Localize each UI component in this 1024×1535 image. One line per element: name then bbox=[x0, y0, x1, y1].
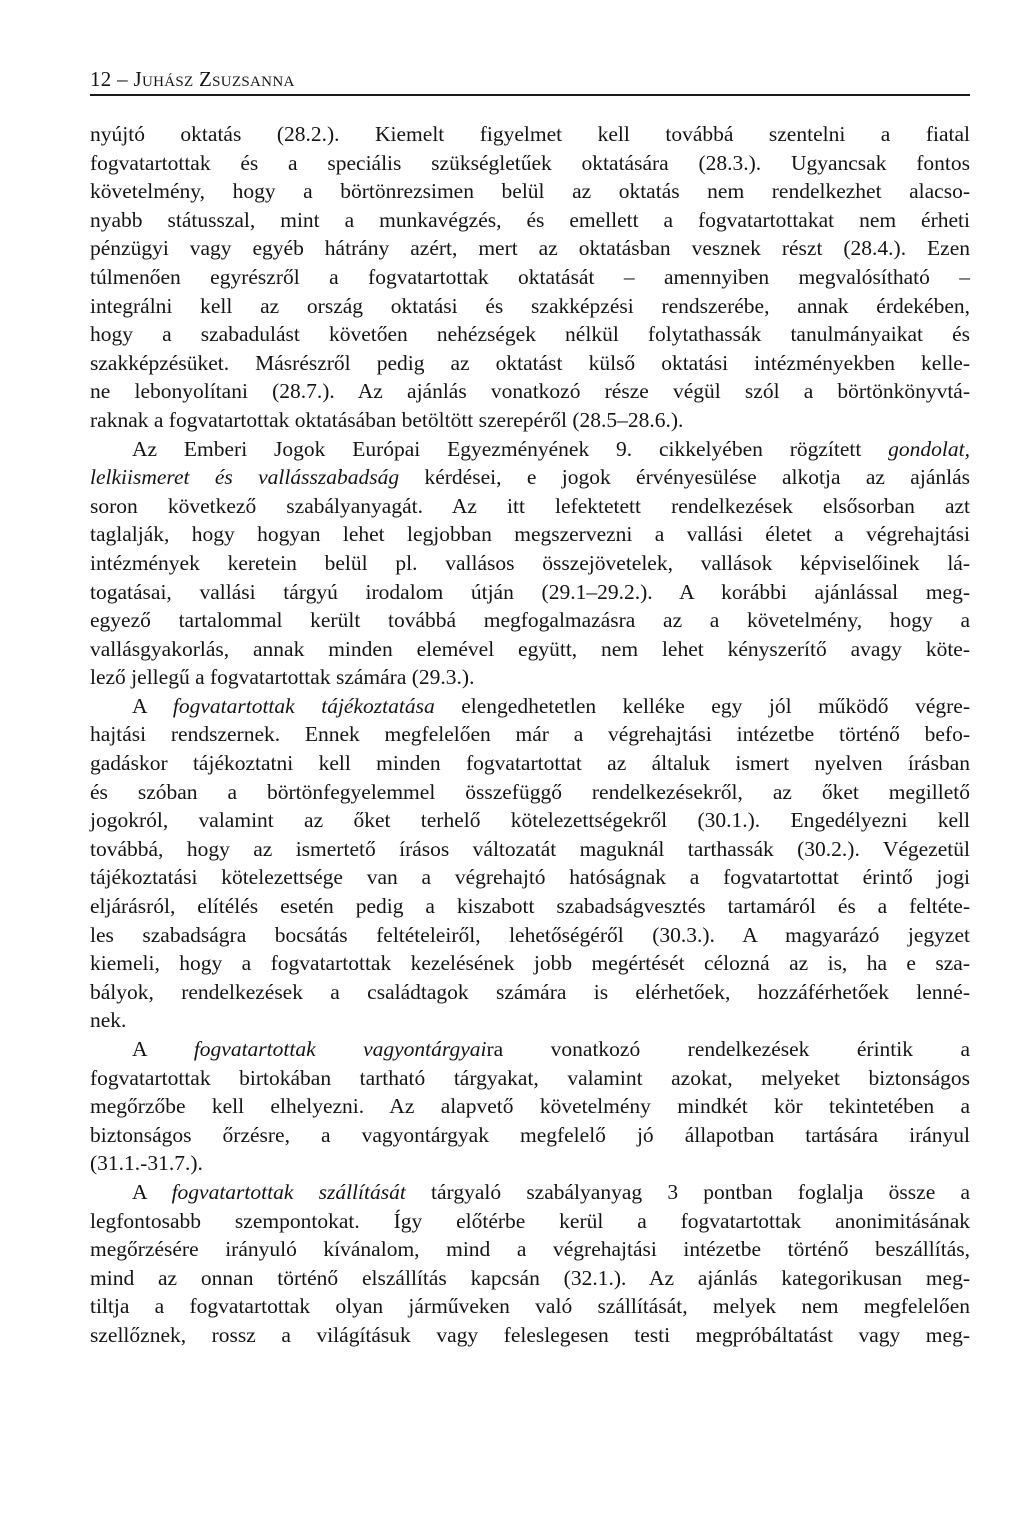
text-run: A bbox=[132, 1179, 172, 1204]
text-line bbox=[90, 520, 970, 549]
text-run: túlmenően egyrészről a fogvatartottak oktatását – amennyiben megvalósítható – bbox=[90, 264, 970, 289]
text-run: legfontosabb szempontokat. Így előtérbe kerül a fogvatartottak anonimitásának bbox=[90, 1208, 970, 1233]
text-line bbox=[90, 377, 970, 406]
text-line bbox=[90, 149, 970, 178]
text-run: mind az onnan történő elszállítás kapcsán (32.1.). Az ajánlás kategorikusan meg- bbox=[90, 1265, 970, 1290]
body-text bbox=[90, 120, 970, 1350]
text-line bbox=[90, 263, 970, 292]
text-line bbox=[90, 1035, 970, 1064]
text-run: fogvatartottak birtokában tartható tárgyakat, valamint azokat, melyeket biztonságos bbox=[90, 1065, 970, 1090]
text-run: továbbá, hogy az ismertető írásos változatát maguknál tarthassák (30.2.). Végezetül bbox=[90, 836, 970, 861]
paragraph bbox=[90, 1178, 970, 1350]
italic-term: fogvatartottak vagyontárgyai bbox=[193, 1037, 487, 1061]
text-run: (31.1.-31.7.). bbox=[90, 1151, 203, 1176]
running-header-author: Juhász Zsuzsanna bbox=[133, 67, 295, 91]
text-run: bályok, rendelkezések a családtagok számára is elérhetőek, hozzáférhetőek lenné- bbox=[90, 979, 970, 1004]
text-line bbox=[90, 1321, 970, 1350]
text-run: tárgyaló szabályanyag 3 pontban foglalja össze a bbox=[405, 1179, 970, 1204]
text-line bbox=[90, 349, 970, 378]
text-run: megőrzésére irányuló kívánalom, mind a végrehajtási intézetbe történő beszállítás, bbox=[90, 1237, 970, 1262]
text-line bbox=[90, 492, 970, 521]
text-line bbox=[90, 692, 970, 721]
text-run: lező jellegű a fogvatartottak számára (29.3.). bbox=[90, 665, 475, 690]
paragraph bbox=[90, 1035, 970, 1178]
text-run: gadáskor tájékoztatni kell minden fogvatartottat az általuk ismert nyelven írásban bbox=[90, 751, 970, 776]
text-run: nek. bbox=[90, 1008, 127, 1033]
text-line bbox=[90, 606, 970, 635]
text-line bbox=[90, 835, 970, 864]
text-run: tiltja a fogvatartottak olyan járműveken való szállítását, melyek nem megfelelően bbox=[90, 1294, 970, 1319]
text-run: A bbox=[132, 693, 173, 718]
text-line bbox=[90, 1006, 970, 1035]
text-run: megőrzőbe kell elhelyezni. Az alapvető követelmény mindkét kör tekintetében a bbox=[90, 1094, 970, 1119]
text-line bbox=[90, 1064, 970, 1093]
text-run: taglalják, hogy hogyan lehet legjobban megszervezni a vallási életet a végrehajtási bbox=[90, 522, 970, 547]
text-run: követelmény, hogy a börtönrezsimen belül az oktatás nem rendelkezhet alacso- bbox=[90, 179, 970, 204]
text-line bbox=[90, 463, 970, 492]
text-run: pénzügyi vagy egyéb hátrány azért, mert az oktatásban vesznek részt (28.4.). Ezen bbox=[90, 236, 970, 261]
text-line bbox=[90, 1121, 970, 1150]
text-run: eljárásról, elítélés esetén pedig a kiszabott szabadságvesztés tartamáról és a feltéte- bbox=[90, 894, 970, 919]
text-run: kérdései, e jogok érvényesülése alkotja az ajánlás bbox=[399, 465, 970, 490]
running-header bbox=[90, 64, 970, 96]
text-run: szakképzésüket. Másrészről pedig az oktatást külső oktatási intézményekben kelle- bbox=[90, 350, 970, 375]
text-line bbox=[90, 1178, 970, 1207]
text-run: A bbox=[132, 1037, 194, 1061]
text-run: szellőznek, rossz a világításuk vagy feleslegesen testi megpróbáltatást vagy meg- bbox=[90, 1322, 970, 1347]
text-run: hajtási rendszernek. Ennek megfelelően már a végrehajtási intézetbe történő befo- bbox=[90, 722, 970, 747]
text-run: fogvatartottak és a speciális szükségletűek oktatására (28.3.). Ugyancsak fontos bbox=[90, 150, 970, 175]
text-run: egyező tartalommal került továbbá megfogalmazásra az a követelmény, hogy a bbox=[90, 608, 970, 633]
italic-term: gondolat, bbox=[888, 436, 970, 461]
text-run: integrálni kell az ország oktatási és szakképzési rendszerébe, annak érdekében, bbox=[90, 293, 970, 318]
text-run: vallásgyakorlás, annak minden elemével együtt, nem lehet kényszerítő avagy köte- bbox=[90, 636, 970, 661]
text-run: hogy a szabadulást követően nehézségek nélkül folytathassák tanulmányaikat és bbox=[90, 322, 970, 347]
paragraph bbox=[90, 435, 970, 692]
text-line bbox=[90, 1235, 970, 1264]
text-line bbox=[90, 435, 970, 464]
text-line bbox=[90, 663, 970, 692]
paragraph bbox=[90, 120, 970, 435]
text-line bbox=[90, 1149, 970, 1178]
text-line bbox=[90, 978, 970, 1007]
text-line bbox=[90, 1292, 970, 1321]
text-line bbox=[90, 549, 970, 578]
italic-term: lelkiismeret és vallásszabadság bbox=[90, 465, 400, 490]
text-run: nyújtó oktatás (28.2.). Kiemelt figyelmet kell továbbá szentelni a fiatal bbox=[90, 122, 970, 146]
text-run: tájékoztatási kötelezettsége van a végrehajtó hatóságnak a fogvatartottat érintő jogi bbox=[90, 865, 970, 890]
text-line bbox=[90, 806, 970, 835]
text-run: nyabb státusszal, mint a munkavégzés, és emellett a fogvatartottakat nem érheti bbox=[90, 207, 970, 232]
text-run: jogokról, valamint az őket terhelő kötelezettségekről (30.1.). Engedélyezni kell bbox=[90, 808, 970, 833]
text-line bbox=[90, 1264, 970, 1293]
text-run: kiemeli, hogy a fogvatartottak kezelésének jobb megértését célozná az is, ha e sza- bbox=[90, 951, 970, 976]
text-line bbox=[90, 1207, 970, 1236]
text-line bbox=[90, 863, 970, 892]
text-run: les szabadságra bocsátás feltételeiről, lehetőségéről (30.3.). A magyarázó jegyzet bbox=[90, 922, 970, 947]
text-line bbox=[90, 635, 970, 664]
text-run: elengedhetetlen kelléke egy jól működő végre- bbox=[434, 693, 970, 718]
paragraph bbox=[90, 692, 970, 1035]
book-page bbox=[90, 64, 970, 1350]
italic-term: fogvatartottak tájékoztatása bbox=[172, 693, 435, 718]
text-line bbox=[90, 1092, 970, 1121]
text-run: togatásai, vallási tárgyú irodalom útján (29.1–29.2.). A korábbi ajánlással meg- bbox=[90, 579, 970, 604]
text-line bbox=[90, 206, 970, 235]
page-number: 12 – bbox=[90, 67, 128, 91]
text-line bbox=[90, 578, 970, 607]
text-run: raknak a fogvatartottak oktatásában betöltött szerepéről (28.5–28.6.). bbox=[90, 407, 684, 432]
text-line bbox=[90, 949, 970, 978]
text-run: Az Emberi Jogok Európai Egyezményének 9. cikkelyében rögzített bbox=[132, 436, 889, 461]
italic-term: fogvatartottak szállítását bbox=[171, 1179, 406, 1204]
text-line bbox=[90, 749, 970, 778]
text-line bbox=[90, 234, 970, 263]
text-line bbox=[90, 120, 970, 149]
text-line bbox=[90, 720, 970, 749]
text-line bbox=[90, 320, 970, 349]
text-run: intézmények keretein belül pl. vallásos összejövetelek, vallások képviselőinek lá- bbox=[90, 550, 970, 575]
text-line bbox=[90, 892, 970, 921]
text-run: biztonságos őrzésre, a vagyontárgyak megfelelő jó állapotban tartására irányul bbox=[90, 1122, 970, 1147]
text-line bbox=[90, 406, 970, 435]
text-run: ra vonatkozó rendelkezések érintik a bbox=[486, 1037, 971, 1061]
text-line bbox=[90, 921, 970, 950]
text-run: és szóban a börtönfegyelemmel összefüggő rendelkezésekről, az őket megillető bbox=[90, 779, 970, 804]
text-line bbox=[90, 778, 970, 807]
text-run: ne lebonyolítani (28.7.). Az ajánlás vonatkozó része végül szól a börtönkönyvtá- bbox=[90, 379, 970, 404]
text-run: soron következő szabályanyagát. Az itt lefektetett rendelkezések elsősorban azt bbox=[90, 493, 970, 518]
text-line bbox=[90, 292, 970, 321]
text-line bbox=[90, 177, 970, 206]
